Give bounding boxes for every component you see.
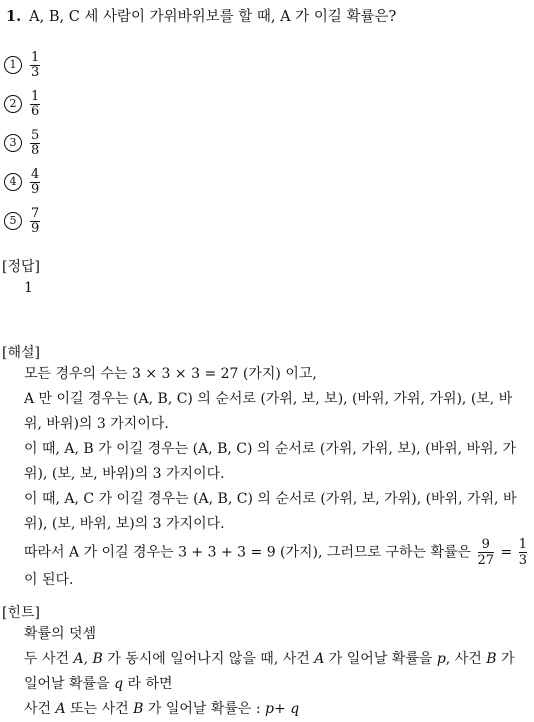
text: 두 사건 (24, 651, 70, 667)
choice-fraction (30, 90, 40, 119)
denominator: 6 (31, 103, 40, 119)
question-number: 1. (6, 8, 22, 25)
numerator: 4 (31, 166, 40, 182)
equals: = (500, 544, 513, 561)
choice-4[interactable] (4, 165, 40, 199)
choice-fraction (30, 51, 40, 80)
math: A (314, 651, 325, 667)
denominator: 27 (477, 553, 495, 568)
explanation-body (4, 362, 530, 593)
choice-marker: 2 (4, 95, 22, 113)
text: 사건 (24, 701, 52, 717)
answer-label: [정답] (2, 259, 40, 275)
explanation-line: 이 때, A, B 가 이길 경우는 (A, B, C) 의 순서로 (가위, 가위, 보), (바위, 바위, 가위), (보, 보, 바위)의 3 가지이다. (24, 441, 517, 482)
hint-label: [힌트] (2, 605, 40, 621)
math: p+ q (265, 701, 300, 717)
choice-marker: 3 (4, 134, 22, 152)
explanation-line: 모든 경우의 수는 3 × 3 × 3 = 27 (가지) 이고, (24, 366, 317, 382)
denominator: 8 (31, 142, 40, 158)
math: B (486, 651, 497, 667)
choice-2[interactable] (4, 87, 40, 121)
text: 라 하면 (127, 676, 173, 692)
choice-marker: 4 (4, 173, 22, 191)
text: 또는 사건 (70, 701, 129, 717)
choice-fraction (30, 129, 40, 158)
numerator: 1 (31, 88, 40, 104)
numerator: 5 (31, 127, 40, 143)
denominator: 3 (518, 553, 527, 568)
text: , 사건 (445, 651, 482, 667)
denominator: 9 (31, 181, 40, 197)
choice-fraction (30, 168, 40, 197)
explanation-label: [해설] (2, 345, 40, 361)
choice-marker: 1 (4, 56, 22, 74)
answer-value: 1 (24, 280, 33, 296)
math: p (436, 651, 446, 667)
choice-5[interactable] (4, 204, 40, 238)
numerator: 1 (31, 49, 40, 65)
choice-fraction (30, 207, 40, 236)
text: 가 일어날 확률을 (328, 651, 433, 667)
question (6, 5, 396, 26)
question-text: A, B, C 세 사람이 가위바위보를 할 때, A 가 이길 확률은? (29, 9, 397, 25)
fraction (478, 537, 495, 568)
numerator: 9 (481, 537, 490, 552)
choice-1[interactable] (4, 48, 40, 82)
math: q (114, 676, 124, 692)
math: A, B (73, 651, 103, 667)
fraction (519, 537, 527, 568)
hint-line (4, 697, 530, 722)
text: 가 동시에 일어나지 않을 때, 사건 (107, 651, 310, 667)
math: B (133, 701, 144, 717)
numerator: 1 (518, 537, 527, 552)
denominator: 3 (31, 64, 40, 80)
text: 따라서 A 가 이길 경우는 3 + 3 + 3 = 9 (가지), 그러므로 구하는 확률은 (24, 544, 472, 561)
numerator: 7 (31, 205, 40, 221)
explanation-line: 이 때, A, C 가 이길 경우는 (A, B, C) 의 순서로 (가위, 보, 가위), (바위, 가위, 바위), (보, 바위, 보)의 3 가지이다. (24, 491, 517, 532)
choice-marker: 5 (4, 212, 22, 230)
hint-line (4, 647, 530, 697)
text: 가 일어날 확률을 (24, 651, 515, 692)
explanation-line (4, 537, 530, 593)
denominator: 9 (31, 220, 40, 236)
choice-3[interactable] (4, 126, 40, 160)
math: A (55, 701, 66, 717)
explanation-line: A 만 이길 경우는 (A, B, C) 의 순서로 (가위, 보, 보), (바위, 가위, 가위), (보, 바위, 바위)의 3 가지이다. (24, 391, 513, 432)
hint-body (4, 622, 530, 722)
hint-title: 확률의 덧셈 (24, 626, 97, 642)
text: 가 일어날 확률은 : (147, 701, 261, 717)
text: 이 된다. (24, 572, 74, 588)
